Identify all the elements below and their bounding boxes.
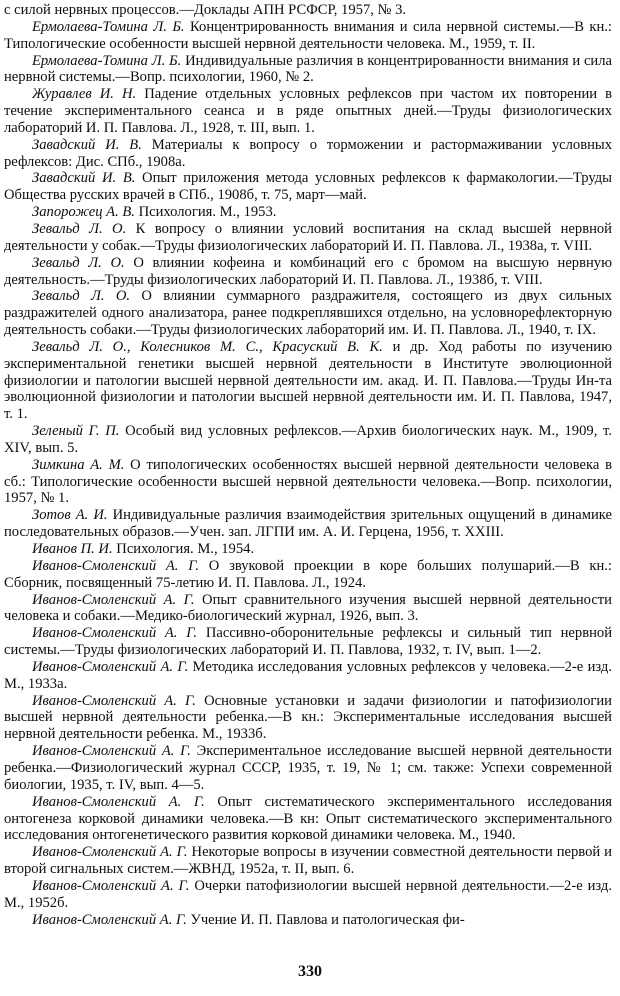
bibliography-entry [4, 457, 612, 508]
entry-text: Экспериментальное исследование высшей нервной деятельности ребенка.—Физиологический журнал СССР, 1935, т. 19, № 1; см. также: Успехи современной биологии, 1935, т. IV, вып. 4—5. [4, 743, 612, 793]
entry-author: Иванов-Смоленский А. Г. [32, 591, 195, 608]
entry-author: Зевальд Л. О. [32, 288, 131, 305]
entry-author: Зевальд Л. О. [32, 220, 127, 237]
entry-text: Психология. М., 1954. [112, 541, 255, 557]
bibliography-entry [4, 221, 612, 255]
entry-author: Ермолаева-Томина Л. Б. [32, 18, 185, 35]
entry-author: Иванов-Смоленский А. Г. [32, 625, 198, 642]
bibliography-entry [4, 743, 612, 794]
entry-text: с силой нервных процессов.—Доклады АПН РСФСР, 1957, № 3. [4, 2, 407, 18]
entry-text: Опыт приложения метода условных рефлексов к фармакологии.—Труды Общества русских врачей в СПб., 1908б, т. 75, март—май. [4, 170, 612, 204]
entry-author: Завадский И. В. [32, 170, 136, 187]
bibliography-entry [4, 693, 612, 744]
bibliography-entry [4, 137, 612, 171]
entry-text: Индивидуальные различия в концентрированности внимания и сила нервной системы.—Вопр. психологии, 1960, № 2. [4, 52, 612, 86]
entry-author: Зимкина А. М. [32, 456, 125, 473]
entry-text: Материалы к вопросу о торможении и растормаживании условных рефлексов: Дис. СПб., 1908а. [4, 136, 612, 170]
entry-text: О влиянии кофеина и комбинаций его с бромом на высшую нервную деятельность.—Труды физиологических лабораторий И. П. Павлова. Л., 1938б, т. VIII. [4, 254, 613, 288]
bibliography-entry [4, 339, 612, 423]
entry-text: О звуковой проекции в коре больших полушарий.—В кн.: Сборник, посвященный 75-летию И. П. Павлова. Л., 1924. [4, 557, 612, 591]
entry-author: Зеленый Г. П. [32, 423, 120, 440]
entry-author: Запорожец А. В. [32, 204, 135, 221]
entry-author: Иванов-Смоленский А. Г. [32, 557, 200, 574]
entry-text: Падение отдельных условных рефлексов при частом их повторении в течение экспериментального сеанса и в ряде опытных дней.—Труды физиологических лабораторий И. П. Павлова. Л., 1928, т. III, вып. 1. [4, 86, 613, 136]
bibliography-entry [4, 558, 612, 592]
entry-author: Зотов А. И. [32, 507, 108, 524]
bibliography-entry [4, 794, 612, 845]
entry-text: О типологических особенностях высшей нервной деятельности человека в сб.: Типологические особенности высшей нервной деятельности человека.—Вопр. психологии, 1957, № 1. [4, 456, 612, 507]
bibliography-entry [4, 288, 612, 339]
entry-text: и др. Ход работы по изучению экспериментальной генетики высшей нервной деятельности в Институте эволюционной физиологии и патологии высшей нервной деятельности им. акад. И. П. Павлова.—Труды Ин-та эволюционной физиологии и патологии высшей нервной деятельности им. И. П. Павлова, 1947, т. 1. [4, 338, 612, 423]
bibliography-entry [4, 507, 612, 541]
bibliography-entry [4, 86, 612, 137]
bibliography-entry [4, 878, 612, 912]
bibliography-entry [4, 592, 612, 626]
entry-author: Журавлев И. Н. [32, 86, 137, 103]
entry-text: К вопросу о влиянии условий воспитания на склад высшей нервной деятельности у собак.—Труды физиологических лабораторий И. П. Павлова. Л., 1938а, т. VIII. [4, 220, 612, 254]
entry-text: Индивидуальные различия взаимодействия зрительных ощущений в динамике последовательных образов.—Учен. зап. ЛГПИ им. А. И. Герцена, 1956, т. XXIII. [4, 507, 612, 541]
entry-author: Зевальд Л. О. [32, 254, 125, 271]
entry-author: Завадский И. В. [32, 136, 142, 153]
entry-author: Иванов-Смоленский А. Г. [32, 743, 191, 760]
entry-text: Опыт систематического экспериментального исследования онтогенеза корковой динамики человека.—В кн: Опыт систематического экспериментального исследования онтогенетического развития корковой динамики человека. М., 1940. [4, 793, 612, 844]
entry-author: Иванов П. И. [32, 541, 113, 557]
entry-text: Некоторые вопросы в изучении совместной деятельности первой и второй сигнальных систем.—ЖВНД, 1952а, т. II, вып. 6. [4, 844, 612, 878]
entry-text: Опыт сравнительного изучения высшей нервной деятельности человека и собаки.—Медико-биологический журнал, 1926, вып. 3. [4, 591, 612, 625]
entry-text: Методика исследования условных рефлексов у человека.—2-е изд. М., 1933а. [4, 658, 612, 692]
bibliography-entry [4, 541, 612, 558]
entry-author: Иванов-Смоленский А. Г. [32, 692, 196, 709]
bibliography-entry [4, 625, 612, 659]
entry-author: Ермолаева-Томина Л. Б. [32, 52, 182, 69]
entry-author: Иванов-Смоленский А. Г. [32, 911, 187, 928]
entry-text: О влиянии суммарного раздражителя, состоящего из двух сильных раздражителей одного анализатора, ранее подкреплявшихся отдельно, на условнорефлекторную деятельность собаки.—Труды физиологических лабораторий им. И. П. Павлова. Л., 1940, т. IX. [4, 288, 613, 339]
bibliography-entry [4, 2, 612, 19]
bibliography-entry [4, 53, 612, 87]
bibliography-entry [4, 170, 612, 204]
entry-text: Очерки патофизиологии высшей нервной деятельности.—2-е изд. М., 1952б. [4, 877, 612, 911]
entry-author: Иванов-Смоленский А. Г. [32, 844, 188, 861]
entry-author: Иванов-Смоленский А. Г. [32, 793, 205, 810]
bibliography-entry [4, 19, 612, 53]
entry-text: Основные установки и задачи физиологии и патофизиологии высшей нервной деятельности ребенка.—В кн.: Экспериментальные исследования высшей нервной деятельности ребенка. М., 1933б. [4, 692, 612, 743]
bibliography-entry [4, 659, 612, 693]
page-number: 330 [298, 963, 322, 980]
bibliography-entry [4, 255, 612, 289]
bibliography-list [4, 2, 612, 928]
bibliography-entry [4, 844, 612, 878]
entry-text: Психология. М., 1953. [134, 204, 277, 221]
entry-text: Учение И. П. Павлова и патологическая фи- [186, 911, 465, 928]
entry-author: Зевальд Л. О., Колесников М. С., Красуский В. К. [32, 338, 383, 355]
bibliography-entry [4, 912, 612, 929]
entry-text: Особый вид условных рефлексов.—Архив биологических наук. М., 1909, т. XIV, вып. 5. [4, 423, 612, 456]
bibliography-entry [4, 423, 612, 457]
entry-text: Пассивно-оборонительные рефлексы и сильный тип нервной системы.—Труды физиологических лабораторий И. П. Павлова, 1932, т. IV, вып. 1—2. [4, 625, 613, 659]
entry-text: Концентрированность внимания и сила нервной системы.—В кн.: Типологические особенности высшей нервной деятельности человека. М., 1959, т. II. [4, 18, 612, 52]
entry-author: Иванов-Смоленский А. Г. [32, 658, 189, 675]
bibliography-entry [4, 204, 612, 221]
entry-author: Иванов-Смоленский А. Г. [32, 877, 190, 894]
